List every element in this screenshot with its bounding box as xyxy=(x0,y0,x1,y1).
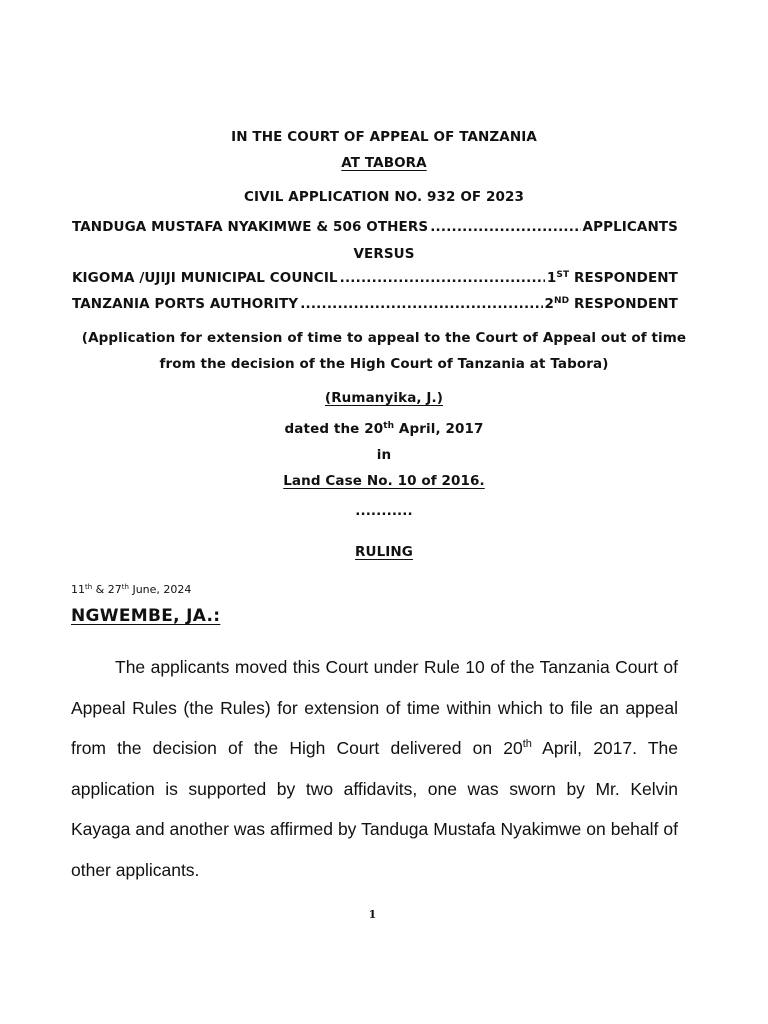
leader-dots xyxy=(430,219,580,235)
page-number: 1 xyxy=(368,908,377,921)
application-description-line-2: from the decision of the High Court of Tanzania at Tabora) xyxy=(159,356,609,372)
court-location xyxy=(0,155,768,171)
in-label: in xyxy=(376,447,392,463)
respondent-1-role xyxy=(547,270,678,286)
respondent-2-name: TANZANIA PORTS AUTHORITY xyxy=(72,296,299,312)
separator-dots: ........... xyxy=(355,503,413,519)
paragraph-date-suffix: th xyxy=(522,738,532,751)
ruling-title-text: RULING xyxy=(355,544,413,560)
leader-dots xyxy=(300,296,542,312)
date-b: & 27 xyxy=(92,583,122,596)
leader-dots xyxy=(340,270,545,286)
role-text: RESPONDENT xyxy=(574,270,678,286)
date-a: 11 xyxy=(71,583,85,596)
respondent-1-name: KIGOMA /UJIJI MUNICIPAL COUNCIL xyxy=(72,270,338,286)
ordinal-number: 1 xyxy=(546,270,557,286)
applicants-role: APPLICANTS xyxy=(582,219,678,235)
date-text: dated the 20 xyxy=(284,421,384,437)
ordinal-number: 2 xyxy=(544,296,555,312)
applicants-line xyxy=(72,219,678,235)
date-month: June, 2024 xyxy=(128,583,192,596)
versus-label: VERSUS xyxy=(353,246,415,262)
ordinal-suffix: ST xyxy=(556,270,570,280)
decision-date xyxy=(0,421,768,437)
ruling-title xyxy=(0,544,768,560)
ruling-paragraph xyxy=(71,647,678,891)
lower-court-judge xyxy=(0,390,768,406)
paragraph-text: The applicants moved this Court under Rule 10 of the Tanzania Court of Appeal Rules (the Rules) for extension of time within which to file an appeal from the decision of the High Court delivered on 20 xyxy=(71,657,678,759)
respondent-1-line xyxy=(72,270,678,286)
hearing-dates xyxy=(71,583,191,596)
lower-court-judge-text: (Rumanyika, J.) xyxy=(324,390,444,406)
date-a-suffix: th xyxy=(85,583,93,591)
land-case-text: Land Case No. 10 of 2016. xyxy=(283,473,485,489)
respondent-2-line xyxy=(72,296,678,312)
court-heading: IN THE COURT OF APPEAL OF TANZANIA xyxy=(231,129,537,145)
court-location-text: AT TABORA xyxy=(341,155,427,171)
case-number: CIVIL APPLICATION NO. 932 OF 2023 xyxy=(243,189,525,205)
date-suffix: th xyxy=(383,421,395,431)
application-description-line-1: (Application for extension of time to appeal to the Court of Appeal out of time xyxy=(81,330,687,346)
date-text-end: April, 2017 xyxy=(394,421,484,437)
judge-name: NGWEMBE, JA.: xyxy=(71,606,221,626)
ordinal-suffix: ND xyxy=(554,296,570,306)
role-text: RESPONDENT xyxy=(574,296,678,312)
land-case xyxy=(0,473,768,489)
date-b-suffix: th xyxy=(121,583,129,591)
respondent-2-role xyxy=(545,296,678,312)
paragraph-text-end: April, 2017. The application is supported by two affidavits, one was sworn by Mr. Kelvin Kayaga and another was affirmed by Tanduga Mustafa Nyakimwe on behalf of other applicants. xyxy=(71,738,678,880)
applicants-name: TANDUGA MUSTAFA NYAKIMWE & 506 OTHERS xyxy=(72,219,429,235)
